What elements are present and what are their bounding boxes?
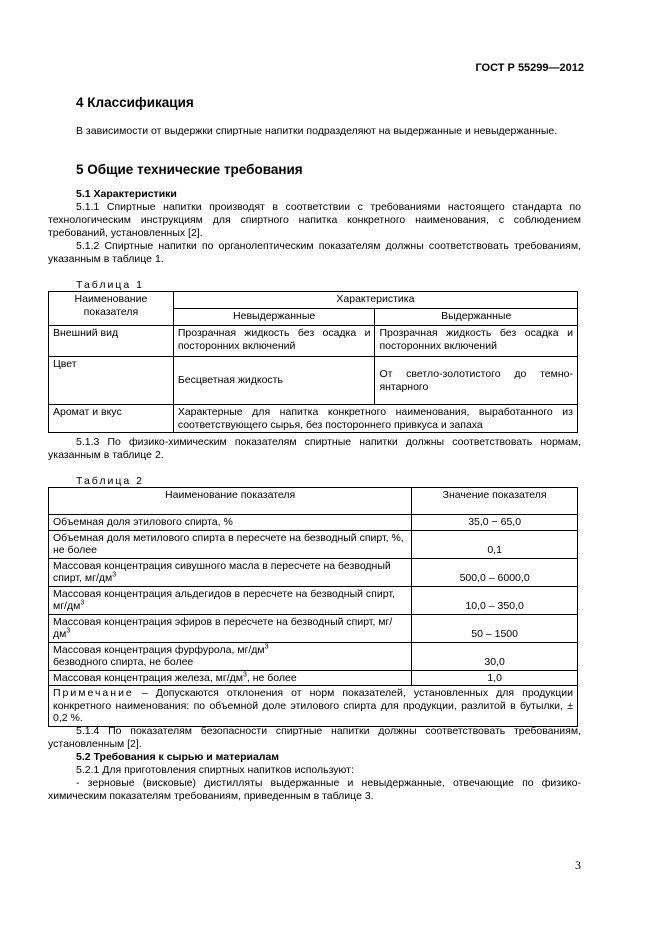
subsection-5-1-title: 5.1 Характеристики [76, 188, 177, 200]
paragraph-5-1-1: 5.1.1 Спиртные напитки производят в соответствии с требованиями настоящего стандарта по технологическим инструкциям для спиртного напитка конкретного наименования, с соблюдением требований, установленных [2]. [48, 201, 581, 239]
table-2-note-row [49, 686, 578, 727]
table-2-header-name: Наименование показателя [49, 488, 412, 515]
table-2-cell-name: Объемная доля метилового спирта в пересчете на безводный спирт, %, не более [49, 530, 412, 558]
table-row [49, 614, 578, 642]
table-2-cell-name: Массовая концентрация альдегидов в пересчете на безводный спирт, $мг/дм^3$ [49, 586, 412, 614]
page-number: 3 [575, 858, 581, 872]
table-row [49, 326, 578, 357]
table-2-cell-name: Массовая концентрация железа, $мг/дм^3$, не более [49, 670, 412, 686]
table-1 [48, 291, 578, 433]
paragraph-5-2-1-item: - зерновые (висковые) дистилляты выдержанные и невыдержанные, отвечающие по физико-химическим показателям требованиям, приведенным в таблице 3. [48, 777, 581, 802]
table-2-cell-value: 10,0 – 350,0 [412, 586, 578, 614]
table-1-header-unaged: Невыдержанные [173, 309, 375, 326]
table-1-cell-merged: Характерные для напитка конкретного наименования, выработанного из соответствующего сырья, без постороннего привкуса и запаха [173, 405, 577, 433]
table-2-cell-value: 50 – 1500 [412, 614, 578, 642]
table-1-caption: Таблица 1 [76, 279, 144, 291]
table-1-header-name: Наименование показателя [49, 292, 174, 326]
table-2-cell-value: 30,0 [412, 642, 578, 670]
table-2-caption: Таблица 2 [76, 475, 144, 487]
paragraph-5-1-2: 5.1.2 Спиртные напитки по органолептическим показателям должны соответствовать требованиям, указанным в таблице 1. [48, 240, 581, 265]
table-row [49, 586, 578, 614]
section-4-text: В зависимости от выдержки спиртные напитки подразделяют на выдержанные и невыдержанные. [76, 125, 558, 137]
table-1-header-characteristic: Характеристика [173, 292, 577, 309]
table-row [49, 642, 578, 670]
table-2-cell-value: 35,0 − 65,0 [412, 515, 578, 531]
table-1-cell-name: Цвет [49, 357, 174, 405]
table-2-cell-name: Объемная доля этилового спирта, % [49, 515, 412, 531]
standard-code: ГОСТ Р 55299—2012 [475, 62, 584, 74]
paragraph-5-2-1: 5.2.1 Для приготовления спиртных напитков используют: [76, 764, 354, 776]
table-1-cell-unaged: Бесцветная жидкость [173, 357, 375, 405]
table-1-header-aged: Выдержанные [375, 309, 578, 326]
section-4-title: 4 Классификация [76, 95, 194, 110]
table-2-note [49, 686, 578, 727]
table-2-cell-value: 0,1 [412, 530, 578, 558]
table-1-cell-aged: От светло-золотистого до темно-янтарного [375, 357, 578, 405]
table-2 [48, 487, 578, 727]
table-1-cell-name: Внешний вид [49, 326, 174, 357]
section-5-title: 5 Общие технические требования [76, 162, 303, 177]
table-2-cell-name: Массовая концентрация эфиров в пересчете на безводный спирт, $мг/дм^3$ [49, 614, 412, 642]
table-1-cell-aged: Прозрачная жидкость без осадка и посторонних включений [375, 326, 578, 357]
table-row [49, 515, 578, 531]
subsection-5-2-title: 5.2 Требования к сырью и материалам [76, 751, 280, 763]
table-row [49, 357, 578, 405]
table-2-header-value: Значение показателя [412, 488, 578, 515]
note-label: Примечание [53, 687, 134, 699]
table-row [49, 530, 578, 558]
table-row [49, 405, 578, 433]
paragraph-5-1-3: 5.1.3 По физико-химическим показателям спиртные напитки должны соответствовать нормам, указанным в таблице 2. [48, 436, 581, 461]
table-2-cell-value: 500,0 – 6000,0 [412, 558, 578, 586]
table-1-cell-name: Аромат и вкус [49, 405, 174, 433]
table-row [49, 558, 578, 586]
table-1-cell-unaged: Прозрачная жидкость без осадка и посторонних включений [173, 326, 375, 357]
table-2-cell-name: Массовая концентрация фурфурола, $мг/дм^3$ безводного спирта, не более [49, 642, 412, 670]
paragraph-5-1-4: 5.1.4 По показателям безопасности спиртные напитки должны соответствовать требованиям, установленным [2]. [48, 725, 581, 750]
note-text: – Допускаются отклонения от норм показателей, установленных для продукции конкретного наименования: по объемной доле этилового спирта для продукции, разлитой в бутылки, ± 0,2 %. [53, 687, 573, 724]
table-row [49, 670, 578, 686]
table-2-cell-name: Массовая концентрация сивушного масла в пересчете на безводный спирт, $мг/дм^3$ [49, 558, 412, 586]
table-2-cell-value: 1,0 [412, 670, 578, 686]
